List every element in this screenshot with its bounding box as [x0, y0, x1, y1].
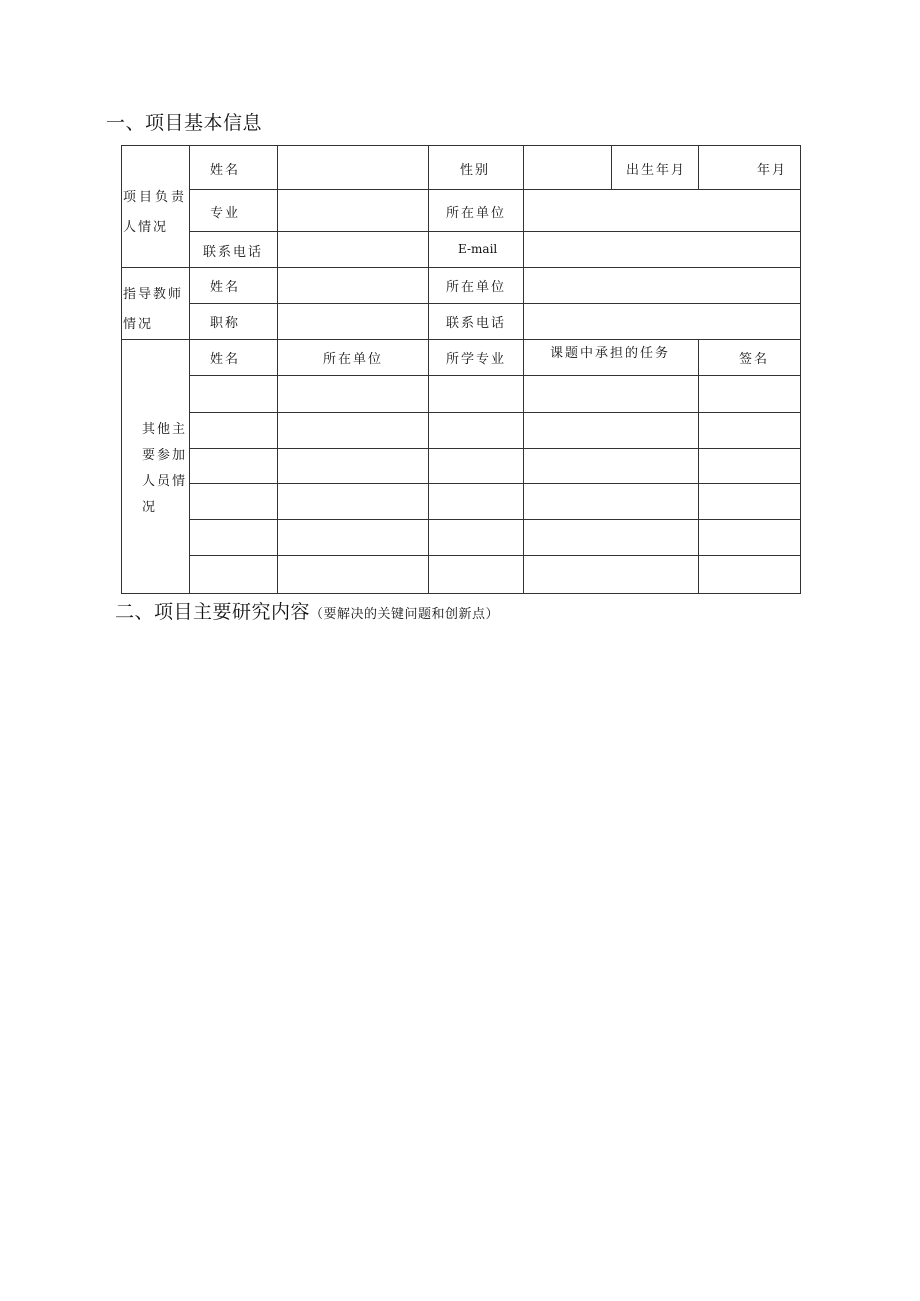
col-divider	[428, 146, 429, 593]
advisor-name-label: 姓名	[210, 280, 241, 295]
members-group-label-line: 况	[142, 500, 158, 515]
leader-phone-label: 联系电话	[203, 245, 264, 260]
col-divider	[189, 146, 190, 593]
row-divider	[189, 303, 801, 304]
section-2-title-main: 二、项目主要研究内容	[115, 601, 311, 623]
leader-birth-label: 出生年月	[626, 163, 687, 178]
members-col-name: 姓名	[210, 352, 241, 367]
advisor-unit-label: 所在单位	[446, 280, 507, 295]
row-divider	[189, 412, 801, 413]
row-divider	[189, 231, 801, 232]
advisor-group-label-line1: 指导教师	[123, 287, 184, 302]
members-col-unit: 所在单位	[323, 352, 384, 367]
members-group-label-line: 其他主	[142, 422, 188, 437]
section-divider	[122, 267, 801, 268]
members-col-task: 课题中承担的任务	[550, 346, 671, 361]
members-group-label-line: 要参加	[142, 448, 188, 463]
members-group-label	[142, 417, 187, 521]
advisor-phone-label: 联系电话	[446, 316, 507, 331]
section-2-title-note: （要解决的关键问题和创新点）	[310, 607, 500, 622]
col-divider	[277, 146, 278, 593]
row-divider	[189, 448, 801, 449]
leader-unit-label: 所在单位	[446, 206, 507, 221]
row-divider	[189, 519, 801, 520]
leader-group-label-line2: 人情况	[123, 220, 169, 235]
col-divider	[698, 146, 699, 189]
advisor-group-label-line2: 情况	[123, 317, 154, 332]
leader-gender-label: 性别	[460, 163, 491, 178]
col-divider	[698, 339, 699, 593]
leader-email-label: E-mail	[458, 242, 498, 256]
members-col-major: 所学专业	[446, 352, 507, 367]
members-col-signature: 签名	[739, 352, 770, 367]
section-divider	[122, 339, 801, 340]
leader-major-label: 专业	[210, 206, 241, 221]
row-divider	[189, 375, 801, 376]
section-2-title	[115, 597, 499, 624]
project-info-table	[121, 145, 801, 594]
row-divider	[189, 555, 801, 556]
row-divider	[189, 483, 801, 484]
advisor-title-label: 职称	[210, 316, 241, 331]
section-1-title: 一、项目基本信息	[106, 112, 263, 134]
col-divider	[523, 146, 524, 593]
row-divider	[189, 189, 801, 190]
members-group-label-line: 人员情	[142, 474, 188, 489]
leader-group-label-line1: 项目负责	[123, 190, 188, 205]
leader-birth-value: 年月	[757, 163, 788, 178]
col-divider	[611, 146, 612, 189]
leader-name-label: 姓名	[210, 163, 241, 178]
